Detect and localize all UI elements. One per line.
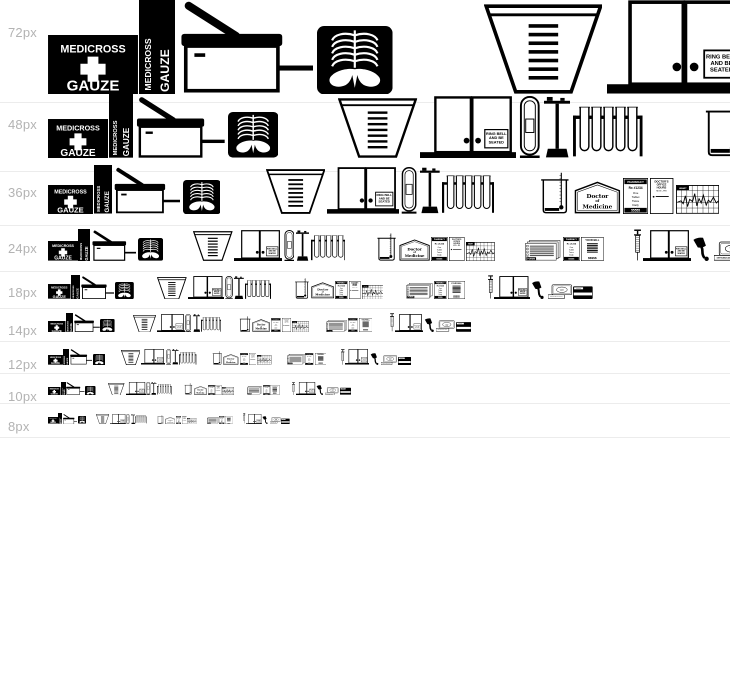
glyph-signin-clipboard (63, 414, 78, 424)
glyph-beaker-thermometer (294, 278, 310, 299)
glyph-waiting-room-doors (345, 349, 369, 365)
word-space (310, 331, 327, 332)
glyph-office-hours-sign (282, 318, 291, 332)
glyph-gauze-roll (94, 165, 112, 214)
glyph-medical-diploma (252, 319, 270, 332)
glyph-bandaid (146, 382, 151, 395)
glyph-physician-scale (296, 230, 309, 261)
glyph-office-hours-sign (349, 281, 361, 299)
word-space (605, 260, 634, 261)
word-space (280, 394, 292, 395)
glyph-gauze-roll (66, 313, 73, 332)
glyph-first-aid-case (456, 321, 471, 332)
glyph-ekg-chart (257, 355, 271, 365)
glyph-rx-label (305, 353, 313, 365)
glyph-gauze-box (48, 119, 108, 158)
glyph-disposable-kit (381, 355, 397, 365)
glyph-physician-scale (193, 314, 201, 332)
glyph-test-tube-rack (442, 175, 494, 214)
glyph-first-aid-case (573, 285, 593, 299)
glyph-ekg-chart (187, 418, 197, 424)
glyph-waiting-room-doors (327, 167, 399, 214)
glyph-office-hours-sign (182, 416, 187, 424)
word-space (96, 394, 108, 395)
glyph-signin-clipboard (74, 314, 100, 332)
word-space (222, 331, 239, 332)
glyph-gauze-box (48, 185, 93, 215)
glyph-xray-ribcage (78, 416, 86, 424)
word-space (197, 423, 207, 424)
waterfall-row-48px (0, 103, 730, 172)
glyph-physician-scale (131, 414, 135, 424)
waterfall-row-72px (0, 0, 730, 103)
glyph-beaker-thermometer (539, 172, 571, 215)
glyph-gauze-box (48, 35, 138, 94)
word-space (223, 213, 266, 214)
glyph-syringe (390, 313, 394, 332)
glyph-gauze-roll (78, 229, 90, 261)
glyph-rx-label (263, 385, 270, 395)
glyph-medical-diploma (223, 354, 239, 365)
waterfall-row-12px (0, 342, 730, 374)
glyph-xray-ribcage (317, 26, 393, 94)
glyph-waiting-room-doors (110, 414, 126, 424)
glyph-bandaid (284, 230, 295, 261)
glyph-ekg-chart (292, 321, 309, 332)
glyph-beaker-thermometer (157, 415, 164, 424)
size-label: 10px (8, 389, 37, 404)
glyph-bandaid (519, 96, 541, 158)
size-label: 18px (8, 285, 37, 300)
glyph-stethoscope (531, 281, 546, 299)
waterfall-row-18px (0, 272, 730, 309)
glyph-medical-forms (247, 386, 262, 395)
word-space (281, 157, 339, 158)
word-space (272, 364, 286, 365)
glyph-strip (48, 313, 472, 332)
word-space (384, 298, 406, 299)
glyph-waiting-room-doors (188, 276, 224, 299)
glyph-office-hours-sign (215, 385, 222, 395)
glyph-ekg-chart (222, 387, 234, 395)
word-space (147, 423, 157, 424)
glyph-bandaid (401, 167, 417, 214)
glyph-test-tube-rack (157, 384, 172, 395)
glyph-strip (48, 0, 730, 94)
glyph-medical-diploma (165, 417, 175, 424)
glyph-measuring-cup (338, 98, 417, 158)
glyph-gauze-roll (71, 275, 80, 299)
glyph-bandaid (185, 314, 191, 332)
glyph-xray-ribcage (138, 238, 163, 261)
glyph-ekg-chart (466, 242, 495, 261)
glyph-medical-forms (207, 417, 219, 424)
size-label: 72px (8, 25, 37, 40)
size-label: 36px (8, 185, 37, 200)
waterfall-row-24px (0, 226, 730, 272)
glyph-measuring-cup (108, 383, 125, 396)
glyph-stethoscope (692, 237, 712, 261)
word-space (347, 260, 376, 261)
glyph-gauze-box (48, 417, 58, 424)
glyph-physician-scale (172, 349, 179, 365)
glyph-measuring-cup (96, 414, 109, 424)
glyph-strip (48, 165, 730, 214)
glyph-beaker-thermometer (376, 233, 398, 261)
glyph-xray-ribcage (93, 354, 106, 365)
glyph-gauze-box (48, 284, 71, 299)
glyph-test-tube-rack (135, 415, 147, 424)
glyph-rx-label (271, 318, 281, 332)
glyph-waiting-room-doors (420, 96, 516, 158)
word-space (327, 364, 341, 365)
glyph-strip (48, 275, 594, 299)
glyph-test-tube-rack (179, 352, 196, 365)
glyph-signin-clipboard (136, 96, 225, 158)
glyph-signin-clipboard (114, 167, 181, 214)
size-label: 14px (8, 323, 37, 338)
glyph-bandaid (126, 414, 130, 424)
glyph-medical-diploma (311, 282, 334, 299)
glyph-gauze-box (48, 321, 66, 333)
word-space (496, 213, 539, 214)
glyph-waiting-room-doors (126, 382, 146, 395)
glyph-beaker-thermometer (703, 101, 730, 158)
glyph-signin-clipboard (66, 382, 85, 395)
glyph-ekg-chart (362, 285, 384, 299)
glyph-gauze-roll (58, 413, 62, 424)
glyph-bandaid (166, 349, 171, 365)
glyph-gauze-roll (63, 349, 69, 365)
glyph-strip (48, 229, 730, 261)
glyph-measuring-cup (157, 277, 187, 300)
glyph-office-hours-sign (249, 353, 257, 365)
glyph-rx-label (348, 318, 358, 332)
glyph-syringe (292, 382, 295, 396)
glyph-patient-bill (359, 318, 372, 332)
glyph-first-aid-case (281, 418, 290, 424)
word-space (87, 423, 97, 424)
glyph-disposable-kit (325, 387, 339, 395)
word-space (272, 298, 294, 299)
glyph-rx-label (176, 416, 182, 424)
glyph-waiting-room-doors (643, 230, 691, 261)
glyph-rx-label (335, 281, 348, 299)
glyph-syringe (634, 229, 641, 261)
word-space (106, 364, 120, 365)
glyph-xray-ribcage (100, 319, 115, 332)
glyph-syringe (488, 275, 493, 299)
glyph-rx-label (563, 237, 580, 261)
size-label: 24px (8, 241, 37, 256)
glyph-office-hours-sign (449, 237, 465, 261)
size-label: 12px (8, 357, 37, 372)
glyph-bandaid (225, 276, 233, 299)
glyph-xray-ribcage (228, 112, 278, 158)
glyph-waiting-room-doors (141, 349, 165, 365)
glyph-disposable-kit (548, 284, 572, 299)
word-space (135, 298, 157, 299)
glyph-xray-ribcage (183, 180, 221, 214)
glyph-waiting-room-doors (296, 382, 316, 395)
glyph-signin-clipboard (70, 349, 92, 365)
glyph-disposable-kit (436, 320, 455, 332)
word-space (164, 260, 193, 261)
word-space (646, 157, 704, 158)
glyph-rx-label (431, 237, 448, 261)
word-space (497, 260, 526, 261)
glyph-waiting-room-doors (607, 0, 730, 94)
glyph-strip (48, 382, 351, 396)
glyph-measuring-cup (484, 4, 603, 94)
glyph-syringe (341, 349, 345, 365)
glyph-patient-bill (270, 385, 280, 395)
glyph-physician-scale (420, 167, 440, 214)
glyph-signin-clipboard (81, 276, 114, 299)
glyph-stethoscope (370, 353, 380, 365)
word-space (197, 364, 211, 365)
glyph-medical-forms (406, 283, 433, 299)
glyph-disposable-kit (714, 241, 730, 261)
waterfall-row-10px (0, 374, 730, 404)
glyph-patient-bill (448, 281, 465, 299)
word-space (721, 213, 730, 214)
glyph-patient-bill (225, 416, 233, 424)
glyph-gauze-roll (109, 93, 133, 158)
glyph-physician-scale (234, 276, 244, 299)
glyph-xray-ribcage (115, 282, 134, 299)
size-label: 48px (8, 117, 37, 132)
waterfall-row-8px (0, 404, 730, 438)
glyph-rx-label (240, 353, 248, 365)
glyph-rx-label (219, 416, 225, 424)
glyph-gauze-roll (139, 0, 175, 94)
glyph-disposable-kit (270, 417, 281, 424)
glyph-waiting-room-doors (157, 314, 185, 332)
glyph-beaker-thermometer (239, 316, 252, 333)
glyph-strip (48, 93, 730, 158)
glyph-measuring-cup (121, 350, 141, 365)
glyph-waiting-room-doors (395, 314, 423, 332)
glyph-stethoscope (316, 385, 325, 395)
glyph-test-tube-rack (245, 280, 271, 299)
glyph-physician-scale (151, 382, 157, 395)
glyph-signin-clipboard (92, 230, 136, 261)
glyph-gauze-box (48, 355, 63, 365)
glyph-ekg-chart (676, 185, 719, 214)
glyph-gauze-box (48, 387, 61, 395)
glyph-patient-bill (315, 353, 326, 365)
glyph-strip (48, 413, 290, 424)
glyph-patient-bill (581, 237, 604, 261)
glyph-test-tube-rack (573, 106, 643, 158)
word-space (116, 331, 133, 332)
size-label: 8px (8, 419, 30, 434)
glyph-physician-scale (544, 96, 570, 158)
glyph-strip (48, 349, 412, 365)
glyph-gauze-box (48, 241, 78, 261)
glyph-medical-forms (326, 320, 347, 332)
glyph-first-aid-case (398, 356, 411, 365)
glyph-waiting-room-doors (246, 414, 262, 424)
word-space (235, 394, 247, 395)
glyph-rx-label (623, 178, 648, 214)
glyph-gauze-roll (61, 382, 66, 396)
glyph-beaker-thermometer (184, 383, 193, 395)
glyph-test-tube-rack (311, 235, 346, 261)
glyph-medical-diploma (194, 386, 207, 395)
glyph-office-hours-sign (650, 178, 673, 214)
glyph-rx-label (208, 385, 215, 395)
word-space (466, 298, 488, 299)
word-space (234, 423, 244, 424)
word-space (373, 331, 390, 332)
glyph-first-aid-case (340, 387, 351, 395)
glyph-medical-diploma (399, 239, 430, 261)
glyph-waiting-room-doors (494, 276, 530, 299)
glyph-signin-clipboard (180, 0, 313, 94)
glyph-measuring-cup (193, 231, 233, 261)
glyph-measuring-cup (133, 315, 156, 333)
glyph-waiting-room-doors (234, 230, 282, 261)
glyph-medical-diploma (574, 181, 621, 214)
glyph-test-tube-rack (201, 317, 221, 332)
word-space (172, 394, 184, 395)
glyph-medical-forms (525, 240, 561, 261)
glyph-medical-forms (287, 354, 305, 365)
waterfall-row-14px (0, 309, 730, 342)
glyph-rx-label (434, 281, 447, 299)
glyph-stethoscope (262, 416, 269, 424)
glyph-stethoscope (424, 318, 436, 332)
glyph-beaker-thermometer (212, 351, 223, 365)
waterfall-row-36px (0, 172, 730, 226)
glyph-measuring-cup (266, 169, 325, 214)
glyph-xray-ribcage (85, 386, 96, 396)
